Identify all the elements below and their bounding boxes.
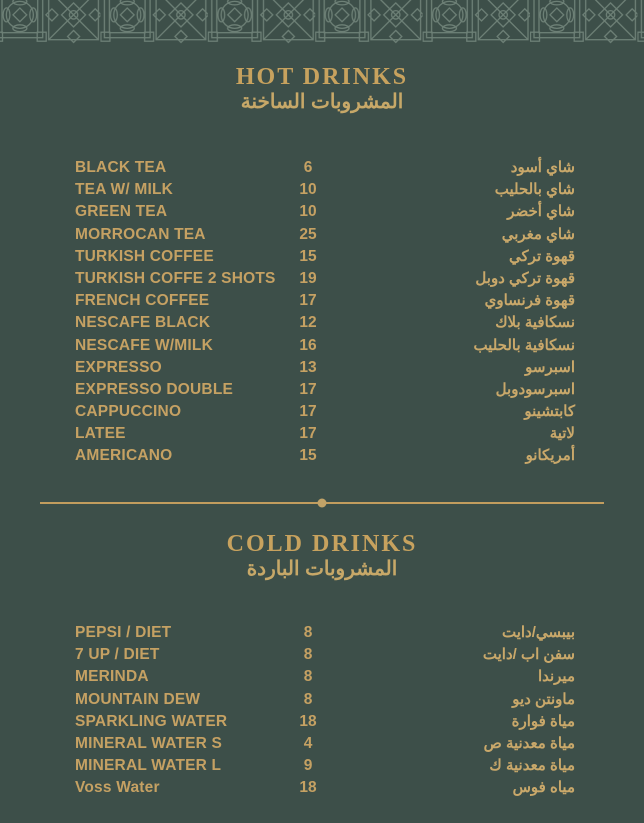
item-price: 8: [303, 646, 313, 664]
menu-item-row: [75, 622, 575, 644]
cold-drinks-header: [0, 531, 644, 582]
item-price: 13: [299, 358, 317, 376]
menu-item-row: [75, 445, 575, 467]
item-name-ar: نسكافية بلاك: [495, 314, 575, 332]
item-name-ar: شاي بالحليب: [494, 181, 575, 199]
item-name-ar: كابتشينو: [524, 403, 575, 421]
menu-item-row: [75, 246, 575, 268]
moroccan-pattern-svg: [0, 0, 644, 47]
item-name-ar: قهوة تركي: [509, 247, 575, 265]
item-name-ar: سفن اب /دايت: [482, 646, 575, 664]
item-name-en: TURKISH COFFEE: [75, 247, 214, 265]
item-price: 17: [299, 425, 317, 443]
menu-item-row: [75, 666, 575, 688]
item-price: 8: [303, 690, 313, 708]
menu-item-row: [75, 777, 575, 799]
menu-item-row: [75, 401, 575, 423]
item-name-en: TEA W/ MILK: [75, 181, 174, 199]
item-price: 10: [299, 181, 317, 199]
item-price: 17: [299, 403, 317, 421]
cold-drinks-list: [75, 622, 575, 800]
hot-drinks-list: [75, 157, 575, 468]
menu-item-row: [75, 201, 575, 223]
item-name-en: LATEE: [75, 425, 126, 443]
item-name-ar: قهوة فرنساوي: [484, 292, 575, 310]
item-name-ar: أمريكانو: [525, 447, 575, 465]
item-name-ar: شاي أسود: [510, 159, 575, 176]
item-name-en: AMERICANO: [75, 447, 173, 465]
item-name-ar: مياة معدنية ك: [489, 757, 575, 775]
hot-drinks-title-arabic: المشروبات الساخنة: [240, 91, 404, 113]
item-name-en: NESCAFE BLACK: [75, 314, 211, 332]
item-price: 15: [299, 247, 317, 265]
item-name-en: EXPRESSO: [75, 358, 162, 376]
item-name-en: Voss Water: [75, 779, 160, 797]
item-name-ar: ميرندا: [537, 668, 575, 686]
item-name-en: FRENCH COFFEE: [75, 292, 210, 310]
item-name-en: GREEN TEA: [75, 203, 168, 221]
menu-item-row: [75, 711, 575, 733]
item-price: 9: [303, 757, 313, 775]
item-price: 17: [299, 292, 317, 310]
item-name-ar: مياة فوارة: [511, 712, 575, 730]
menu-item-row: [75, 268, 575, 290]
item-name-en: MINERAL WATER L: [75, 757, 222, 775]
item-name-en: TURKISH COFFE 2 SHOTS: [75, 269, 276, 287]
cold-drinks-title-arabic: المشروبات الباردة: [246, 558, 398, 580]
menu-item-row: [75, 179, 575, 201]
item-name-ar: مياة معدنية ص: [483, 734, 575, 752]
menu-item-row: [75, 335, 575, 357]
item-name-ar: شاي مغربي: [501, 225, 575, 243]
menu-item-row: [75, 379, 575, 401]
item-price: 19: [299, 269, 317, 287]
hot-drinks-header: [0, 64, 644, 115]
item-name-en: MOUNTAIN DEW: [75, 690, 201, 708]
item-name-en: SPARKLING WATER: [75, 712, 228, 730]
item-price: 12: [299, 314, 317, 332]
item-name-en: 7 UP / DIET: [75, 646, 160, 664]
item-name-ar: مياه فوس: [512, 779, 575, 797]
divider-dot: [318, 498, 327, 507]
item-price: 17: [299, 380, 317, 398]
item-price: 15: [299, 447, 317, 465]
hot-drinks-title: HOT DRINKS: [235, 64, 409, 90]
item-name-en: MORROCAN TEA: [75, 225, 206, 243]
item-name-en: BLACK TEA: [75, 159, 167, 176]
menu-item-row: [75, 423, 575, 445]
item-price: 8: [303, 624, 313, 641]
section-divider: [40, 502, 604, 504]
menu-item-row: [75, 157, 575, 179]
item-name-en: PEPSI / DIET: [75, 624, 172, 641]
item-name-ar: شاي أخضر: [507, 203, 575, 221]
item-name-ar: نسكافية بالحليب: [473, 336, 575, 354]
item-name-en: NESCAFE W/MILK: [75, 336, 213, 354]
item-price: 8: [303, 668, 313, 686]
item-name-ar: اسبرسودوبل: [495, 380, 575, 398]
item-price: 16: [299, 336, 317, 354]
item-price: 6: [303, 159, 313, 176]
menu-item-row: [75, 644, 575, 666]
item-name-en: MERINDA: [75, 668, 149, 686]
menu-item-row: [75, 733, 575, 755]
menu-item-row: [75, 689, 575, 711]
ornamental-border: [0, 0, 644, 47]
menu-item-row: [75, 224, 575, 246]
menu-item-row: [75, 312, 575, 334]
menu-item-row: [75, 290, 575, 312]
menu-item-row: [75, 357, 575, 379]
item-price: 4: [303, 734, 313, 752]
cold-drinks-title: COLD DRINKS: [226, 531, 418, 557]
item-name-en: CAPPUCCINO: [75, 403, 182, 421]
item-name-ar: بيبسي/دايت: [501, 624, 575, 641]
item-name-ar: قهوة تركي دوبل: [475, 269, 575, 287]
item-price: 18: [299, 779, 317, 797]
item-name-en: MINERAL WATER S: [75, 734, 223, 752]
menu-item-row: [75, 755, 575, 777]
item-price: 25: [299, 225, 317, 243]
item-name-ar: ماونتن ديو: [512, 690, 575, 708]
item-name-ar: اسبرسو: [525, 358, 575, 376]
item-price: 18: [299, 712, 317, 730]
item-name-en: EXPRESSO DOUBLE: [75, 380, 234, 398]
item-price: 10: [299, 203, 317, 221]
item-name-ar: لاتية: [549, 425, 575, 443]
